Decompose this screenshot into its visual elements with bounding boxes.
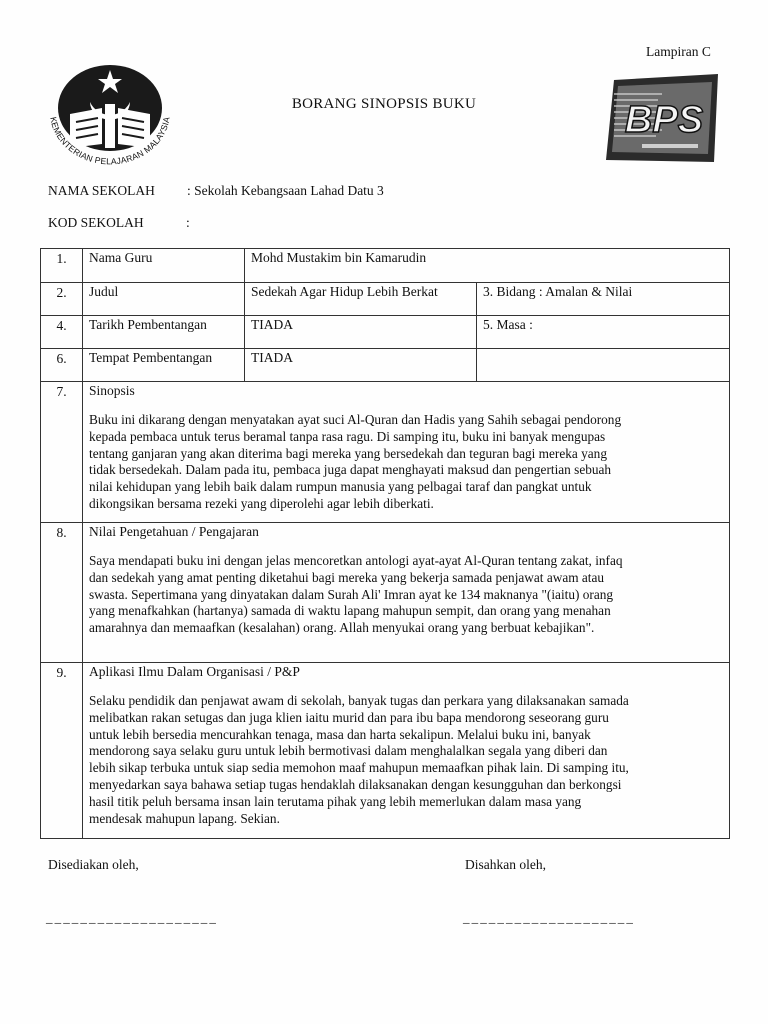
table-row (41, 249, 730, 283)
presentation-date-value: TIADA (245, 316, 477, 349)
paragraph-line: kepada pembaca untuk terus beramal tanpa rasa ragu. Di samping itu, buku ini banyak mengupas (89, 428, 606, 444)
synopsis-section (41, 382, 730, 523)
teacher-name-value: Mohd Mustakim bin Kamarudin (245, 249, 730, 283)
ministry-logo-text: KEMENTERIAN PELAJARAN MALAYSIA (48, 115, 172, 167)
paragraph-line: melibatkan rakan setugas dan juga klien iaitu murid dan para ibu bapa mendorong seseorang guru (89, 709, 609, 725)
bps-logo (602, 74, 722, 166)
synopsis-cell (83, 382, 730, 523)
paragraph-line: nilai kehidupan yang lebih baik dalam rumpun manusia yang pelbagai taraf dan pangkat untuk (89, 479, 592, 495)
attachment-label: Lampiran C (646, 44, 711, 59)
application-cell (83, 663, 730, 839)
time-value: 5. Masa : (477, 316, 730, 349)
presentation-place-label: Tempat Pembentangan (83, 349, 245, 382)
application-title: Aplikasi Ilmu Dalam Organisasi / P&P (89, 664, 300, 679)
table-row (41, 316, 730, 349)
row-number: 2. (41, 283, 83, 316)
paragraph-line: menyedarkan saya bahawa setiap tugas hendaklah dilaksanakan dengan kesungguhan dan berkongsi (89, 776, 622, 792)
paragraph-line: tentang ganjaran yang akan diterima bagi mereka yang bersedekah dan teguran bagi mereka yang (89, 445, 607, 461)
book-title-value: Sedekah Agar Hidup Lebih Berkat (245, 283, 477, 316)
row-number: 1. (41, 249, 83, 283)
row-number: 6. (41, 349, 83, 382)
school-name-label: NAMA SEKOLAH (48, 183, 155, 198)
table-row (41, 349, 730, 382)
values-cell (83, 523, 730, 663)
paragraph-line: lebih sikap terbuka untuk siap sedia memohon maaf mahupun memaafkan pihak lain. Di samping itu, (89, 760, 629, 776)
paragraph-line: amarahnya dan memaafkan (kesalahan) orang. Allah menyukai orang yang berbuat kebajikan". (89, 620, 595, 636)
paragraph-line: mendorong saya selaku guru untuk lebih bermotivasi dalam menghalalkan segala yang diberi dan (89, 743, 608, 759)
paragraph-line: yang menafkahkan (hartanya) samada di waktu lapang mahupun sempit, dan orang yang menahan (89, 603, 611, 619)
paragraph-line: Saya mendapati buku ini dengan jelas mencoretkan antologi ayat-ayat Al-Quran tentang zakat, infaq (89, 553, 623, 568)
school-name-value: : Sekolah Kebangsaan Lahad Datu 3 (187, 183, 384, 198)
presentation-place-value: TIADA (245, 349, 477, 382)
row-number: 9. (41, 663, 83, 839)
approved-by-label: Disahkan oleh, (465, 857, 546, 872)
approved-signature-line: ____________________ (463, 910, 635, 925)
prepared-signature-line: ____________________ (46, 910, 218, 925)
teacher-name-label: Nama Guru (83, 249, 245, 283)
form-title: BORANG SINOPSIS BUKU (291, 96, 477, 112)
bps-logo-text: BPS (624, 99, 704, 141)
paragraph-line: Selaku pendidik dan penjawat awam di sekolah, banyak tugas dan perkara yang dilaksanakan samada (89, 693, 629, 708)
values-section (41, 523, 730, 663)
values-title: Nilai Pengetahuan / Pengajaran (89, 524, 259, 539)
row-number: 8. (41, 523, 83, 663)
empty-cell (477, 349, 730, 382)
book-title-label: Judul (83, 283, 245, 316)
row-number: 4. (41, 316, 83, 349)
paragraph-line: hasil titik peluh bersama insan lain terutama pihak yang lebih memerlukan dalam masa yang (89, 793, 582, 809)
paragraph-line: tidak bersedekah. Dalam pada itu, pembaca juga dapat menghayati maksud dan pengertian sebuah (89, 462, 612, 478)
paragraph-line: swasta. Sepertimana yang dinyatakan dalam Surah Ali' Imran ayat ke 134 maknanya "(iaitu) orang (89, 586, 614, 602)
presentation-date-label: Tarikh Pembentangan (83, 316, 245, 349)
ministry-logo (40, 62, 180, 172)
paragraph-line: dikongsikan bersama rezeki yang diperolehi agar lebih diberkati. (89, 495, 434, 511)
paragraph-line: untuk lebih bersedia mencurahkan tenaga, masa dan harta sekalipun. Melalui buku ini, banyak (89, 726, 591, 742)
prepared-by-label: Disediakan oleh, (48, 857, 139, 872)
paragraph-line: Buku ini dikarang dengan menyatakan ayat suci Al-Quran dan Hadis yang Sahih sebagai pendorong (89, 412, 622, 427)
paragraph-line: dan sedekah yang amat penting diketahui bagi mereka yang bekerja samada penjawat awam atau (89, 569, 605, 585)
school-code-label: KOD SEKOLAH (48, 215, 144, 230)
application-section (41, 663, 730, 839)
synopsis-title: Sinopsis (89, 383, 135, 398)
paragraph-line: mendesak mahupun lapang. Sekian. (89, 810, 280, 826)
row-number: 7. (41, 382, 83, 523)
synopsis-form-table (40, 248, 730, 839)
table-row (41, 283, 730, 316)
field-value: 3. Bidang : Amalan & Nilai (477, 283, 730, 316)
school-code-value: : (186, 215, 190, 230)
